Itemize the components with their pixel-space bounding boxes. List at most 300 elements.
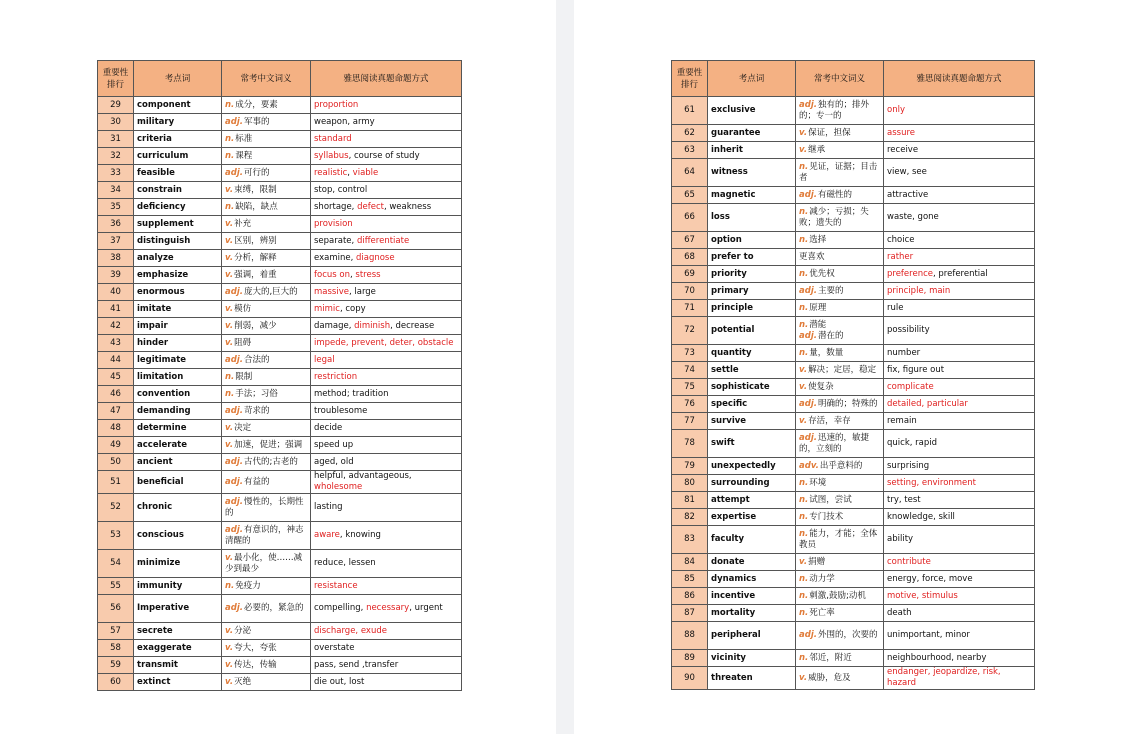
- chinese-meaning-text: 合法的: [243, 354, 270, 365]
- keyword-cell: beneficial: [134, 471, 222, 494]
- part-of-speech: adj.: [799, 630, 817, 640]
- chinese-meaning-cell: [796, 125, 884, 142]
- ielts-paraphrase-cell: [884, 266, 1035, 283]
- paraphrase-text: rule: [887, 302, 904, 313]
- paraphrase-text: receive: [887, 144, 919, 155]
- highlighted-paraphrase: detailed, particular: [887, 398, 968, 409]
- part-of-speech: n.: [225, 388, 235, 399]
- highlighted-paraphrase: focus on: [314, 269, 350, 280]
- chinese-meaning-cell: [796, 317, 884, 345]
- chinese-meaning-text: 限制: [235, 371, 253, 382]
- chinese-meaning-text: 夸大，夸张: [234, 642, 277, 653]
- highlighted-paraphrase: stress: [355, 269, 381, 280]
- ielts-paraphrase-cell: [884, 622, 1035, 650]
- paraphrase-text: choice: [887, 234, 915, 245]
- table-row: [672, 362, 1035, 379]
- table-row: [98, 522, 462, 550]
- highlighted-paraphrase: viable: [352, 167, 379, 178]
- chinese-meaning-cell: [222, 335, 311, 352]
- ielts-paraphrase-cell: [884, 554, 1035, 571]
- chinese-meaning-cell: [796, 345, 884, 362]
- part-of-speech: v.: [225, 184, 234, 195]
- highlighted-paraphrase: motive, stimulus: [887, 590, 958, 601]
- part-of-speech: n.: [225, 201, 235, 212]
- chinese-meaning-text: 缺陷，缺点: [235, 201, 278, 212]
- table-row: [672, 187, 1035, 204]
- chinese-meaning-cell: [222, 250, 311, 267]
- table-row: [98, 578, 462, 595]
- table-row: [98, 199, 462, 216]
- highlighted-paraphrase: defect: [357, 201, 384, 212]
- keyword-cell: dynamics: [708, 571, 796, 588]
- paraphrase-text: , large: [348, 286, 376, 297]
- rank-cell: 80: [672, 475, 708, 492]
- ielts-paraphrase-cell: [884, 97, 1035, 125]
- highlighted-paraphrase: proportion: [314, 99, 359, 110]
- ielts-paraphrase-cell: [311, 97, 462, 114]
- vocab-table-left: [97, 60, 462, 691]
- keyword-cell: criteria: [134, 131, 222, 148]
- rank-cell: 89: [672, 650, 708, 667]
- keyword-cell: survive: [708, 413, 796, 430]
- chinese-meaning-cell: [222, 403, 311, 420]
- table-row: [672, 317, 1035, 345]
- chinese-meaning-cell: [796, 588, 884, 605]
- chinese-meaning-text: 成分，要素: [235, 99, 278, 110]
- chinese-meaning-cell: [222, 471, 311, 494]
- paraphrase-text: examine,: [314, 252, 356, 263]
- chinese-meaning-cell: [222, 148, 311, 165]
- paraphrase-text: , copy: [339, 303, 366, 314]
- part-of-speech: n.: [799, 590, 809, 601]
- part-of-speech: n.: [799, 302, 809, 313]
- highlighted-paraphrase: wholesome: [314, 482, 363, 492]
- keyword-cell: extinct: [134, 674, 222, 691]
- ielts-paraphrase-cell: [884, 300, 1035, 317]
- part-of-speech: v.: [799, 672, 808, 683]
- ielts-paraphrase-cell: [311, 284, 462, 301]
- rank-cell: 30: [98, 114, 134, 131]
- keyword-cell: potential: [708, 317, 796, 345]
- table-row: [98, 352, 462, 369]
- rank-cell: 49: [98, 437, 134, 454]
- table-row: [672, 650, 1035, 667]
- table-row: [98, 550, 462, 578]
- table-row: [98, 471, 462, 494]
- part-of-speech: n.: [799, 607, 809, 618]
- part-of-speech: adj.: [799, 330, 817, 341]
- ielts-paraphrase-cell: [311, 454, 462, 471]
- table-row: [672, 430, 1035, 458]
- part-of-speech: n.: [799, 161, 809, 172]
- rank-cell: 29: [98, 97, 134, 114]
- rank-cell: 40: [98, 284, 134, 301]
- paraphrase-text: reduce, lessen: [314, 558, 376, 568]
- table-row: [98, 182, 462, 199]
- rank-cell: 81: [672, 492, 708, 509]
- highlighted-paraphrase: differentiate: [356, 235, 410, 246]
- highlighted-paraphrase: massive: [314, 286, 349, 297]
- rank-cell: 88: [672, 622, 708, 650]
- part-of-speech: n.: [799, 234, 809, 245]
- chinese-meaning-cell: [796, 571, 884, 588]
- chinese-meaning-text: 潜在的: [817, 330, 844, 341]
- keyword-cell: ancient: [134, 454, 222, 471]
- chinese-meaning-text: 决定: [234, 422, 252, 433]
- table-row: [98, 623, 462, 640]
- keyword-cell: emphasize: [134, 267, 222, 284]
- table-row: [98, 301, 462, 318]
- chinese-meaning-cell: [222, 657, 311, 674]
- part-of-speech: adj.: [225, 603, 243, 613]
- chinese-meaning-text: 区别，辨别: [234, 235, 277, 246]
- rank-cell: 42: [98, 318, 134, 335]
- chinese-meaning-text: 选择: [809, 234, 827, 245]
- highlighted-paraphrase: principle, main: [887, 285, 951, 296]
- ielts-paraphrase-cell: [311, 301, 462, 318]
- table-row: [672, 509, 1035, 526]
- ielts-paraphrase-cell: [311, 623, 462, 640]
- table-row: [672, 458, 1035, 475]
- keyword-cell: immunity: [134, 578, 222, 595]
- ielts-paraphrase-cell: [311, 420, 462, 437]
- table-row: [98, 657, 462, 674]
- keyword-cell: secrete: [134, 623, 222, 640]
- chinese-meaning-text: 手法；习俗: [235, 388, 278, 399]
- part-of-speech: adj.: [799, 432, 817, 443]
- chinese-meaning-cell: [796, 142, 884, 159]
- keyword-cell: unexpectedly: [708, 458, 796, 475]
- table-row: [672, 526, 1035, 554]
- part-of-speech: v.: [799, 144, 808, 155]
- table-header-row: [98, 61, 462, 97]
- keyword-cell: feasible: [134, 165, 222, 182]
- keyword-cell: military: [134, 114, 222, 131]
- rank-cell: 50: [98, 454, 134, 471]
- header-ielts-paraphrase: 雅思阅读真题命题方式: [884, 61, 1035, 97]
- header-ielts-paraphrase: 雅思阅读真题命题方式: [311, 61, 462, 97]
- header-chinese-meaning: 常考中文词义: [796, 61, 884, 97]
- chinese-meaning-text: 削弱，减少: [234, 320, 277, 331]
- highlighted-paraphrase: mimic: [314, 303, 340, 314]
- rank-cell: 66: [672, 204, 708, 232]
- paraphrase-text: damage,: [314, 320, 355, 331]
- chinese-meaning-text: 补充: [234, 218, 252, 229]
- table-row: [98, 267, 462, 284]
- ielts-paraphrase-cell: [884, 125, 1035, 142]
- part-of-speech: v.: [225, 252, 234, 263]
- part-of-speech: v.: [799, 381, 808, 392]
- table-body-left: [98, 97, 462, 691]
- rank-cell: 85: [672, 571, 708, 588]
- part-of-speech: adj.: [225, 167, 243, 178]
- ielts-paraphrase-cell: [311, 250, 462, 267]
- paraphrase-text: aged, old: [314, 456, 354, 467]
- highlighted-paraphrase: syllabus: [314, 150, 349, 161]
- part-of-speech: adj.: [799, 285, 817, 296]
- part-of-speech: n.: [799, 652, 809, 663]
- chinese-meaning-cell: [796, 526, 884, 554]
- paraphrase-text: view, see: [887, 167, 927, 177]
- chinese-meaning-cell: [222, 114, 311, 131]
- part-of-speech: adj.: [225, 476, 243, 487]
- chinese-meaning-text: 有意识的，神志清醒的: [225, 524, 304, 546]
- document-page-left: [0, 0, 556, 734]
- ielts-paraphrase-cell: [884, 492, 1035, 509]
- ielts-paraphrase-cell: [884, 362, 1035, 379]
- highlighted-paraphrase: rather: [887, 251, 914, 262]
- chinese-meaning-text: 可行的: [243, 167, 270, 178]
- keyword-cell: supplement: [134, 216, 222, 233]
- chinese-meaning-text: 潜能: [809, 319, 827, 330]
- chinese-meaning-cell: [222, 640, 311, 657]
- chinese-meaning-cell: [222, 233, 311, 250]
- keyword-cell: curriculum: [134, 148, 222, 165]
- chinese-meaning-text: 捐赠: [808, 556, 826, 567]
- keyword-cell: swift: [708, 430, 796, 458]
- table-row: [98, 233, 462, 250]
- chinese-meaning-text: 量，数量: [809, 347, 844, 358]
- rank-cell: 52: [98, 494, 134, 522]
- chinese-meaning-cell: [222, 595, 311, 623]
- chinese-meaning-text: 军事的: [243, 116, 270, 127]
- chinese-meaning-text: 死亡率: [809, 607, 835, 618]
- chinese-meaning-cell: [222, 199, 311, 216]
- chinese-meaning-cell: [796, 266, 884, 283]
- chinese-meaning-cell: [796, 475, 884, 492]
- keyword-cell: convention: [134, 386, 222, 403]
- table-row: [98, 674, 462, 691]
- ielts-paraphrase-cell: [311, 437, 462, 454]
- table-row: [672, 605, 1035, 622]
- table-row: [672, 492, 1035, 509]
- ielts-paraphrase-cell: [884, 249, 1035, 266]
- keyword-cell: transmit: [134, 657, 222, 674]
- ielts-paraphrase-cell: [884, 430, 1035, 458]
- part-of-speech: adv.: [799, 460, 819, 471]
- keyword-cell: inherit: [708, 142, 796, 159]
- keyword-cell: quantity: [708, 345, 796, 362]
- chinese-meaning-text: 有益的: [243, 476, 270, 487]
- keyword-cell: Imperative: [134, 595, 222, 623]
- paraphrase-text: troublesome: [314, 405, 368, 416]
- chinese-meaning-cell: [222, 550, 311, 578]
- ielts-paraphrase-cell: [311, 267, 462, 284]
- chinese-meaning-cell: [222, 284, 311, 301]
- part-of-speech: v.: [225, 269, 234, 280]
- table-row: [98, 131, 462, 148]
- chinese-meaning-text: 传达，传输: [234, 659, 277, 670]
- chinese-meaning-cell: [222, 216, 311, 233]
- chinese-meaning-cell: [796, 187, 884, 204]
- keyword-cell: minimize: [134, 550, 222, 578]
- table-body-right: [672, 97, 1035, 690]
- ielts-paraphrase-cell: [884, 379, 1035, 396]
- paraphrase-text: possibility: [887, 325, 930, 335]
- chinese-meaning-cell: [222, 386, 311, 403]
- part-of-speech: v.: [225, 552, 234, 563]
- keyword-cell: surrounding: [708, 475, 796, 492]
- keyword-cell: peripheral: [708, 622, 796, 650]
- rank-cell: 48: [98, 420, 134, 437]
- keyword-cell: option: [708, 232, 796, 249]
- chinese-meaning-text: 环境: [809, 477, 827, 488]
- part-of-speech: v.: [799, 556, 808, 567]
- part-of-speech: n.: [225, 133, 235, 144]
- part-of-speech: v.: [225, 439, 234, 450]
- keyword-cell: expertise: [708, 509, 796, 526]
- part-of-speech: adj.: [225, 286, 243, 297]
- table-row: [98, 250, 462, 267]
- rank-cell: 43: [98, 335, 134, 352]
- header-rank: 重要性排行: [672, 61, 708, 97]
- part-of-speech: v.: [799, 127, 808, 138]
- chinese-meaning-cell: [796, 492, 884, 509]
- highlighted-paraphrase: provision: [314, 218, 353, 229]
- chinese-meaning-cell: [222, 318, 311, 335]
- table-row: [672, 249, 1035, 266]
- ielts-paraphrase-cell: [884, 345, 1035, 362]
- highlighted-paraphrase: contribute: [887, 556, 931, 567]
- chinese-meaning-cell: [796, 413, 884, 430]
- keyword-cell: faculty: [708, 526, 796, 554]
- rank-cell: 67: [672, 232, 708, 249]
- keyword-cell: magnetic: [708, 187, 796, 204]
- paraphrase-text: decide: [314, 422, 343, 433]
- part-of-speech: n.: [799, 477, 809, 488]
- chinese-meaning-text: 威胁，危及: [808, 672, 851, 683]
- chinese-meaning-text: 课程: [235, 150, 253, 161]
- part-of-speech: n.: [225, 99, 235, 110]
- chinese-meaning-text: 迅速的，敏捷的，立刻的: [799, 432, 869, 454]
- paraphrase-text: fix, figure out: [887, 364, 945, 375]
- paraphrase-text: , knowing: [339, 530, 381, 540]
- part-of-speech: v.: [225, 235, 234, 246]
- ielts-paraphrase-cell: [884, 159, 1035, 187]
- highlighted-paraphrase: assure: [887, 127, 915, 138]
- highlighted-paraphrase: diminish: [354, 320, 391, 331]
- highlighted-paraphrase: necessary: [366, 603, 410, 613]
- paraphrase-text: number: [887, 347, 921, 358]
- rank-cell: 32: [98, 148, 134, 165]
- table-row: [98, 318, 462, 335]
- chinese-meaning-text: 出乎意料的: [819, 460, 863, 471]
- table-row: [672, 142, 1035, 159]
- part-of-speech: n.: [225, 580, 235, 591]
- paraphrase-text: lasting: [314, 502, 343, 512]
- chinese-meaning-text: 能力，才能；全体教员: [799, 528, 878, 550]
- table-row: [672, 97, 1035, 125]
- part-of-speech: adj.: [225, 456, 243, 467]
- table-row: [672, 667, 1035, 690]
- rank-cell: 75: [672, 379, 708, 396]
- keyword-cell: enormous: [134, 284, 222, 301]
- paraphrase-text: waste, gone: [887, 212, 939, 222]
- part-of-speech: n.: [799, 573, 809, 584]
- ielts-paraphrase-cell: [884, 588, 1035, 605]
- chinese-meaning-text: 苛求的: [243, 405, 270, 416]
- highlighted-paraphrase: only: [887, 105, 905, 115]
- chinese-meaning-text: 专门技术: [809, 511, 844, 522]
- chinese-meaning-text: 邻近，附近: [809, 652, 852, 663]
- rank-cell: 41: [98, 301, 134, 318]
- part-of-speech: adj.: [225, 116, 243, 127]
- keyword-cell: exaggerate: [134, 640, 222, 657]
- chinese-meaning-text: 有磁性的: [817, 189, 852, 200]
- keyword-cell: component: [134, 97, 222, 114]
- rank-cell: 76: [672, 396, 708, 413]
- chinese-meaning-cell: [796, 430, 884, 458]
- table-row: [98, 97, 462, 114]
- paraphrase-text: , urgent: [409, 603, 443, 613]
- document-page-right: [574, 0, 1126, 734]
- ielts-paraphrase-cell: [311, 335, 462, 352]
- table-row: [672, 554, 1035, 571]
- chinese-meaning-text: 使复杂: [808, 381, 834, 392]
- keyword-cell: settle: [708, 362, 796, 379]
- rank-cell: 61: [672, 97, 708, 125]
- chinese-meaning-text: 明确的；特殊的: [817, 398, 878, 409]
- rank-cell: 56: [98, 595, 134, 623]
- part-of-speech: v.: [225, 676, 234, 687]
- chinese-meaning-text: 免疫力: [235, 580, 261, 591]
- rank-cell: 69: [672, 266, 708, 283]
- rank-cell: 31: [98, 131, 134, 148]
- keyword-cell: priority: [708, 266, 796, 283]
- paraphrase-text: stop, control: [314, 184, 368, 195]
- ielts-paraphrase-cell: [884, 475, 1035, 492]
- chinese-meaning-text: 古代的;古老的: [243, 456, 298, 467]
- chinese-meaning-cell: [796, 554, 884, 571]
- ielts-paraphrase-cell: [311, 318, 462, 335]
- chinese-meaning-text: 见证，证据；目击者: [799, 161, 878, 183]
- chinese-meaning-cell: [222, 165, 311, 182]
- rank-cell: 34: [98, 182, 134, 199]
- rank-cell: 44: [98, 352, 134, 369]
- rank-cell: 39: [98, 267, 134, 284]
- table-row: [672, 125, 1035, 142]
- chinese-meaning-cell: [796, 362, 884, 379]
- paraphrase-text: separate,: [314, 235, 357, 246]
- part-of-speech: n.: [799, 268, 809, 279]
- rank-cell: 36: [98, 216, 134, 233]
- chinese-meaning-text: 模仿: [234, 303, 252, 314]
- highlighted-paraphrase: diagnose: [355, 252, 395, 263]
- chinese-meaning-cell: [796, 300, 884, 317]
- part-of-speech: v.: [225, 625, 234, 636]
- table-row: [98, 114, 462, 131]
- paraphrase-text: knowledge, skill: [887, 511, 955, 522]
- ielts-paraphrase-cell: [311, 369, 462, 386]
- ielts-paraphrase-cell: [884, 571, 1035, 588]
- chinese-meaning-cell: [796, 458, 884, 475]
- ielts-paraphrase-cell: [311, 494, 462, 522]
- part-of-speech: n.: [799, 347, 809, 358]
- ielts-paraphrase-cell: [884, 650, 1035, 667]
- chinese-meaning-text: 慢性的，长期性的: [225, 496, 304, 518]
- part-of-speech: v.: [225, 422, 234, 433]
- keyword-cell: hinder: [134, 335, 222, 352]
- keyword-cell: incentive: [708, 588, 796, 605]
- part-of-speech: v.: [225, 320, 234, 331]
- part-of-speech: n.: [799, 528, 809, 539]
- rank-cell: 35: [98, 199, 134, 216]
- table-row: [98, 454, 462, 471]
- rank-cell: 87: [672, 605, 708, 622]
- ielts-paraphrase-cell: [884, 204, 1035, 232]
- rank-cell: 68: [672, 249, 708, 266]
- keyword-cell: prefer to: [708, 249, 796, 266]
